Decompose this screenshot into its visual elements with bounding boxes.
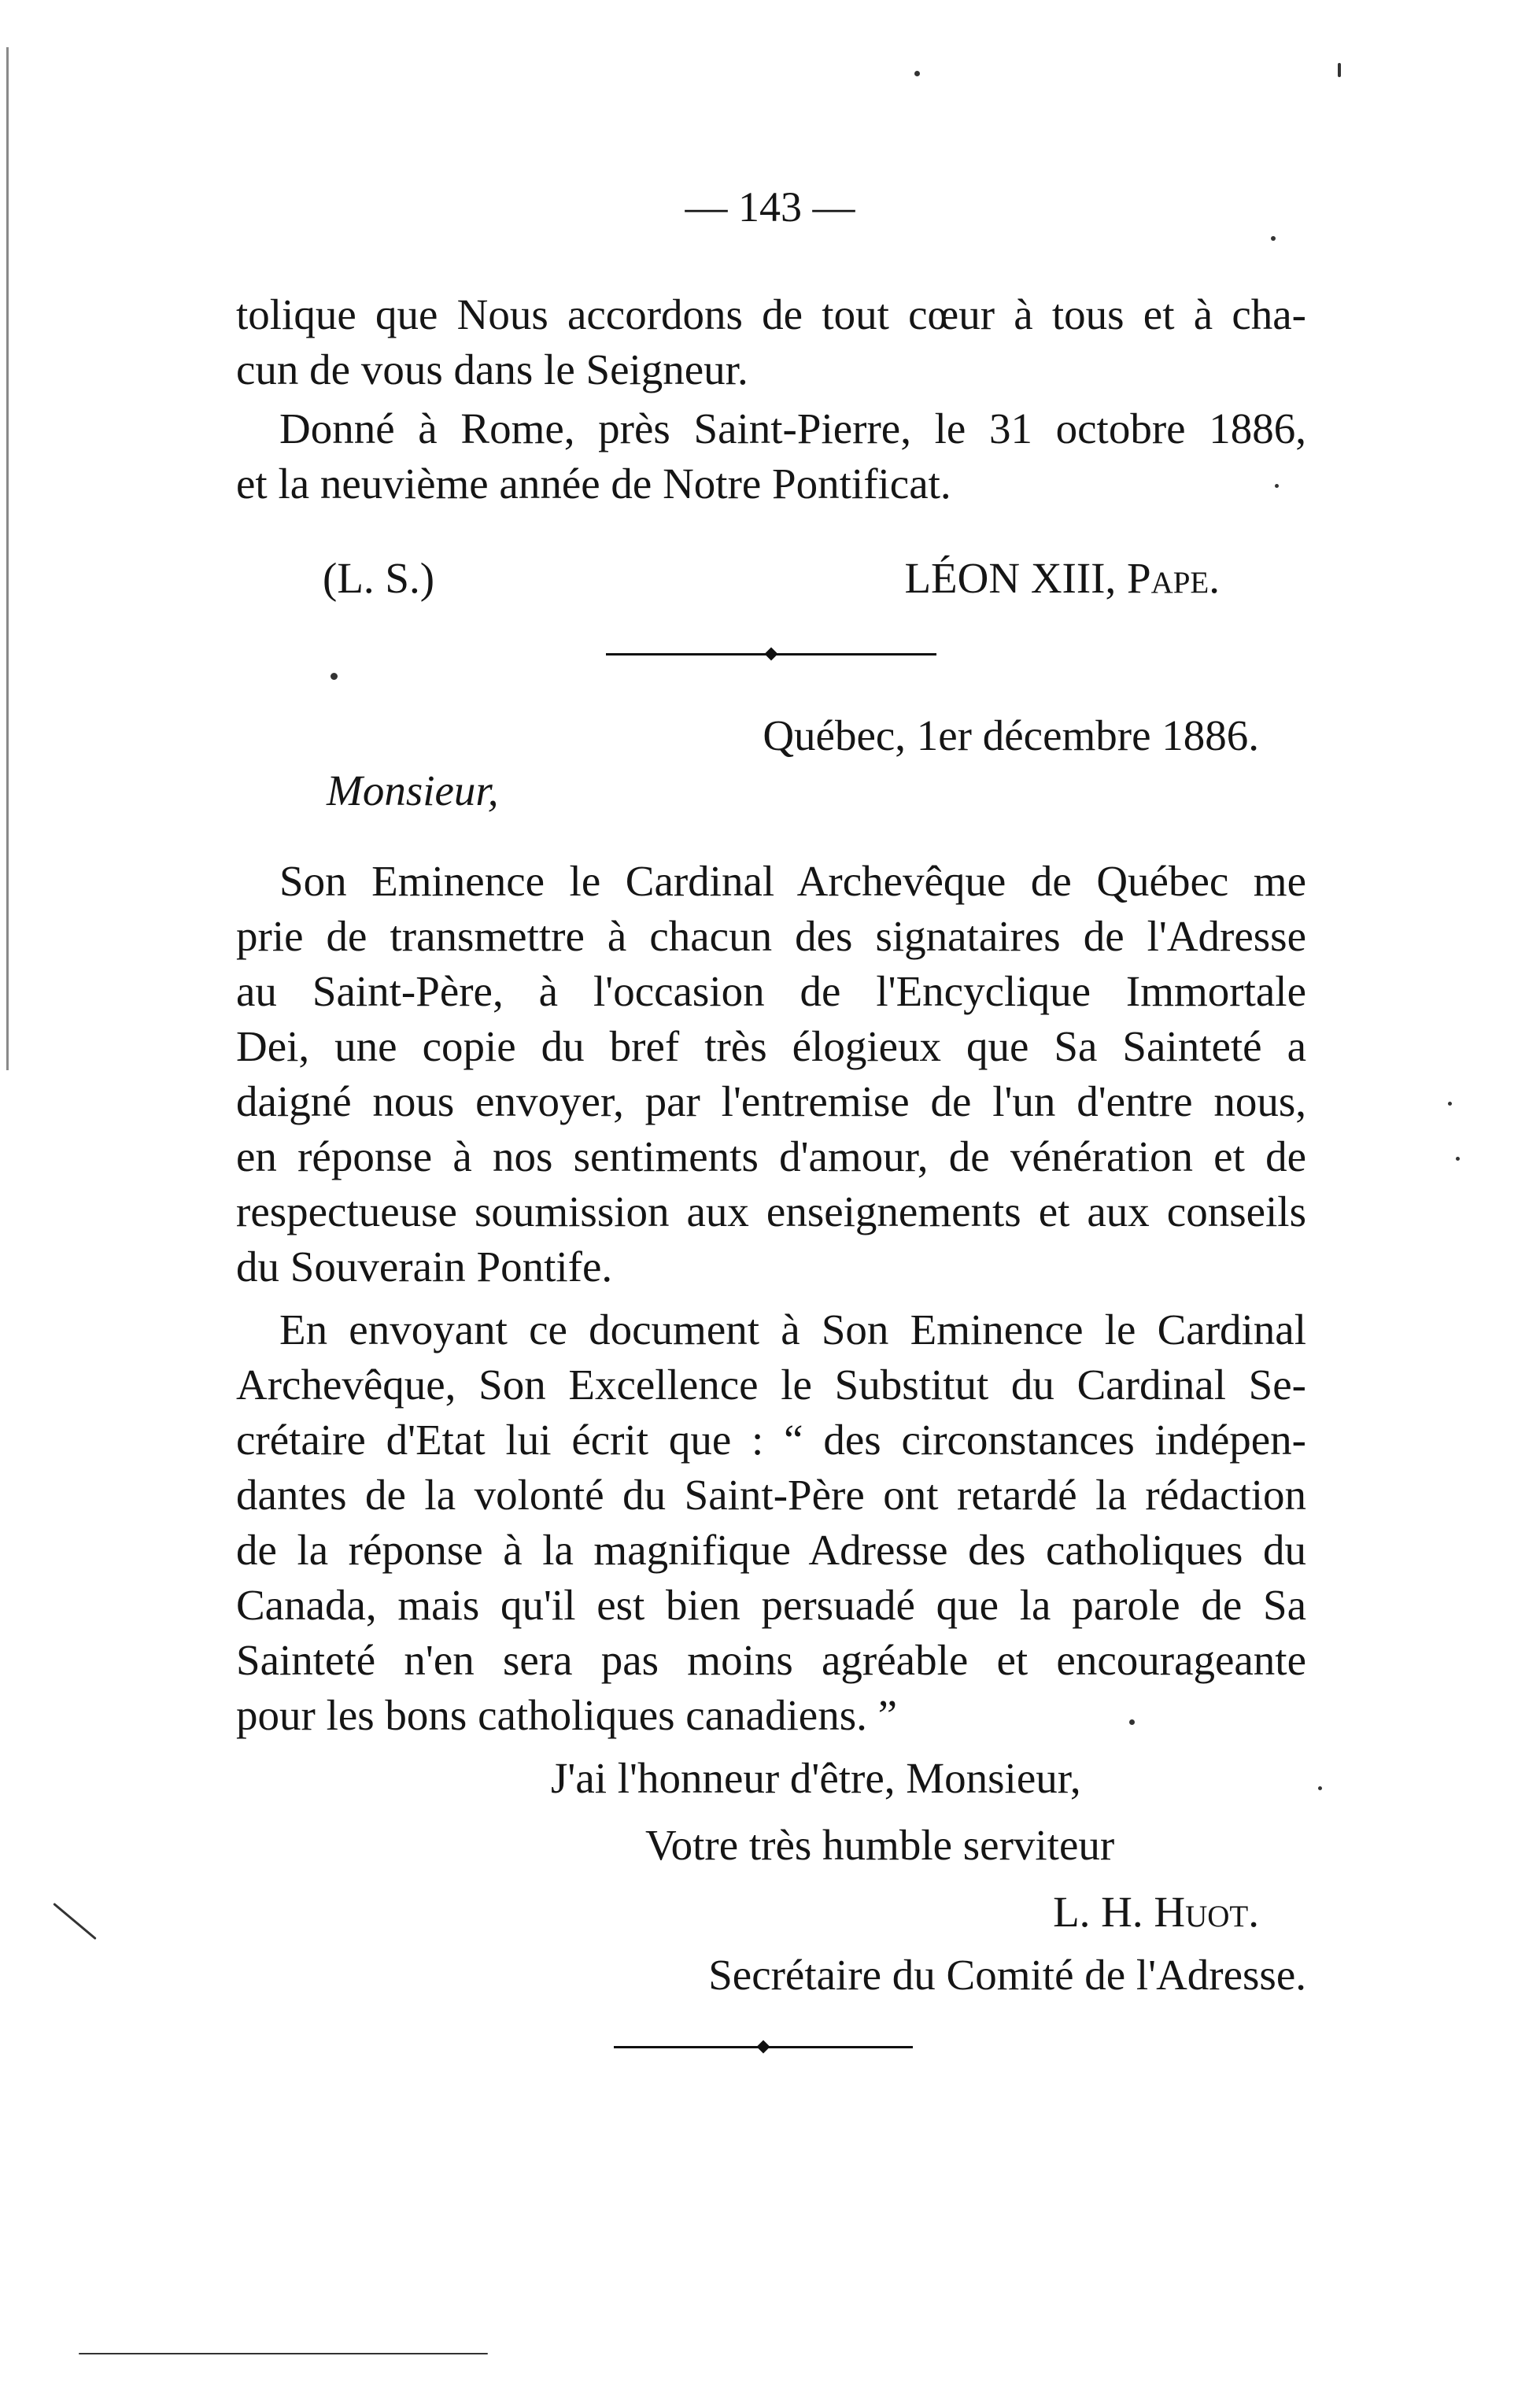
scan-speck (1456, 1157, 1460, 1161)
text-line: de la réponse à la magnifique Adresse des catholiques du (236, 1526, 1306, 1574)
text-line: cun de vous dans le Seigneur. (236, 345, 748, 393)
text-line: respectueuse soumission aux enseignements et aux conseils (236, 1187, 1306, 1235)
text-line: Sainteté n'en sera pas moins agréable et encourageante (236, 1636, 1306, 1684)
scan-speck (1318, 1786, 1322, 1790)
scan-speck (1448, 1102, 1452, 1106)
text-line: et la neuvième année de Notre Pontificat. (236, 460, 951, 508)
scan-speck (1271, 236, 1276, 241)
seal-mark: (L. S.) (323, 554, 435, 602)
scan-speck (914, 71, 920, 76)
end-ornament-rule (614, 2046, 913, 2048)
text-line: Son Eminence le Cardinal Archevêque de Québec me (279, 857, 1306, 905)
letter-signer-title: Secrétaire du Comité de l'Adresse. (708, 1951, 1306, 1999)
scan-speck (331, 673, 338, 680)
text-line: pour les bons catholiques canadiens. ” (236, 1691, 898, 1739)
text-line: Archevêque, Son Excellence le Substitut du Cardinal Se- (236, 1361, 1306, 1409)
text-line: au Saint-Père, à l'occasion de l'Encyclique Immortale (236, 967, 1306, 1015)
text-line: du Souverain Pontife. (236, 1243, 613, 1291)
rule-ornament (757, 2040, 770, 2054)
scan-speck (1275, 484, 1279, 488)
text-line: prie de transmettre à chacun des signataires de l'Adresse (236, 912, 1306, 960)
rule-ornament (765, 648, 778, 661)
text-line: Dei, une copie du bref très élogieux que Sa Sainteté a (236, 1022, 1306, 1070)
separator-rule (606, 653, 936, 656)
scan-speck (1129, 1719, 1135, 1725)
text-line: crétaire d'Etat lui écrit que : “ des circonstances indépen- (236, 1416, 1306, 1464)
text-line: Donné à Rome, près Saint-Pierre, le 31 octobre 1886, (279, 404, 1306, 452)
letter-closing: Votre très humble serviteur (645, 1821, 1115, 1869)
letter-place-date: Québec, 1er décembre 1886. (763, 711, 1259, 759)
text-line: daigné nous envoyer, par l'entremise de l'un d'entre nous, (236, 1077, 1306, 1125)
scan-speck (1338, 63, 1341, 77)
text-line: tolique que Nous accordons de tout cœur à tous et à cha- (236, 290, 1306, 338)
letter-salutation: Monsieur, (327, 766, 499, 814)
letter-closing: J'ai l'honneur d'être, Monsieur, (551, 1754, 1081, 1802)
scan-speck (53, 1903, 97, 1940)
text-line: dantes de la volonté du Saint-Père ont retardé la rédaction (236, 1471, 1306, 1519)
text-line: En envoyant ce document à Son Eminence le Cardinal (279, 1305, 1306, 1353)
text-line: Canada, mais qu'il est bien persuadé que la parole de Sa (236, 1581, 1306, 1629)
letter-signer: L. H. Huot. (1053, 1888, 1259, 1936)
signature-pope: LÉON XIII, Pape. (904, 554, 1220, 602)
page-number: — 143 — (685, 183, 855, 231)
scan-speck (79, 2353, 488, 2354)
text-line: en réponse à nos sentiments d'amour, de vénération et de (236, 1132, 1306, 1180)
